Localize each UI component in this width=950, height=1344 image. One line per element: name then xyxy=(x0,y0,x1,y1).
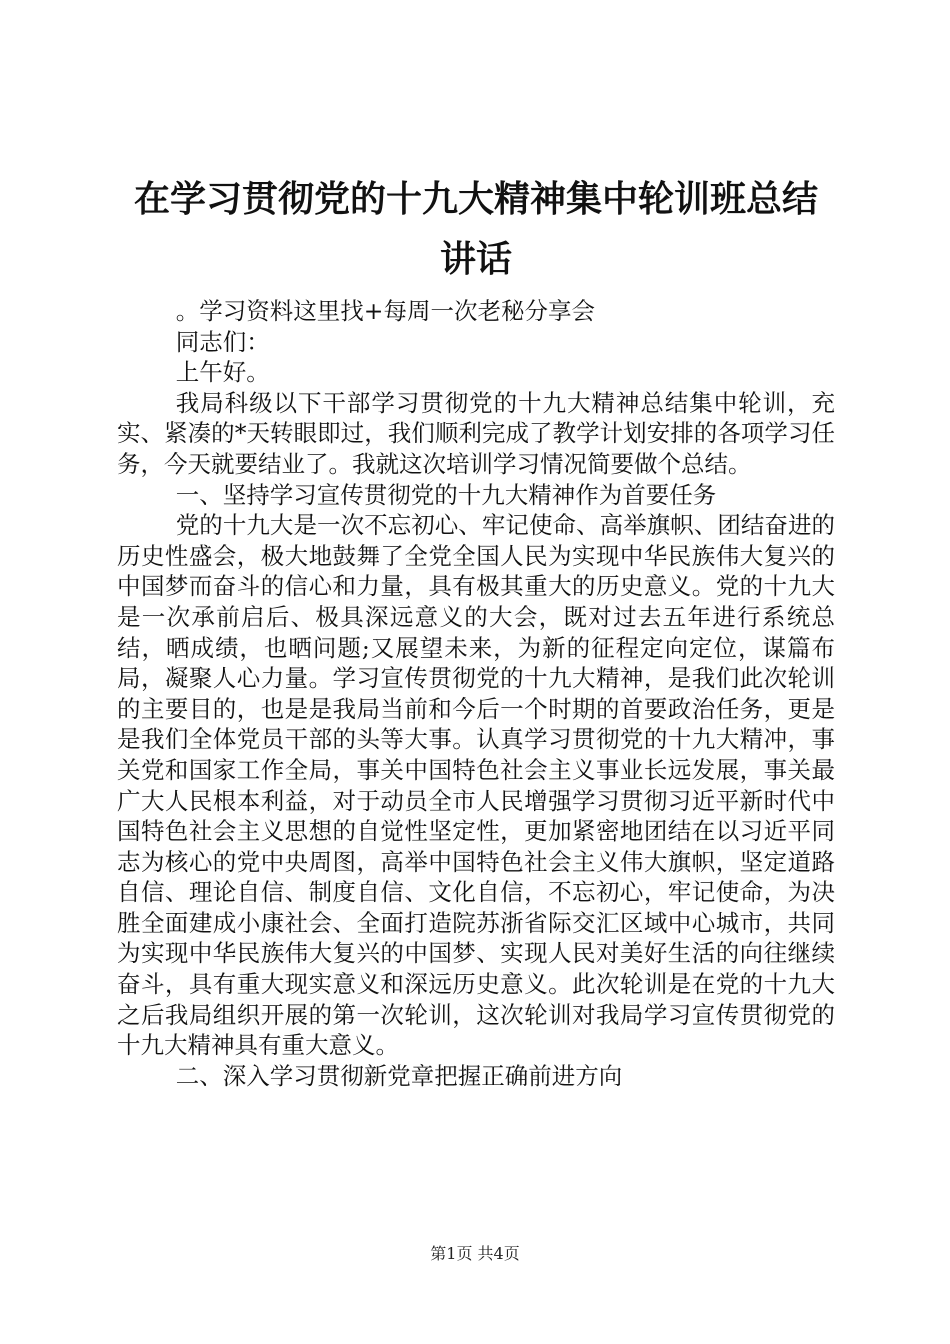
paragraph-salutation: 同志们： xyxy=(175,327,270,356)
document-body xyxy=(117,296,835,1091)
document-title: 在学习贯彻党的十九大精神集中轮训班总结讲话 xyxy=(133,179,818,280)
paragraph-section-1: 党的十九大是一次不忘初心、牢记使命、高举旗帜、团结奋进的历史性盛会，极大地鼓舞了全党全国人民为实现中华民族伟大复兴的中国梦而奋斗的信心和力量，具有极其重大的历史意义。党的十九大是一次承前启后、极具深远意义的大会，既对过去五年进行系统总结，晒成绩，也晒问题;又展望未来，为新的征程定向定位，谋篇布局，凝聚人心力量。学习宣传贯彻党的十九大精神，是我们此次轮训的主要目的，也是是我局当前和今后一个时期的首要政治任务，更是是我们全体党员干部的头等大事。认真学习贯彻党的十九大精冲，事关党和国家工作全局，事关中国特色社会主义事业长远发展，事关最广大人民根本利益，对于动员全市人民增强学习贯彻习近平新时代中国特色社会主义思想的自觉性坚定性，更加紧密地团结在以习近平同志为核心的党中央周图，高举中国特色社会主义伟大旗帜，坚定道路自信、理论自信、制度自信、文化自信，不忘初心，牢记使命，为决胜全面建成小康社会、全面打造院苏浙省际交汇区域中心城市，共同为实现中华民族伟大复兴的中国梦、实现人民对美好生活的向往继续奋斗，具有重大现实意义和深远历史意义。此次轮训是在党的十九大之后我局组织开展的第一次轮训，这次轮训对我局学习宣传贯彻党的十九大精神具有重大意义。 xyxy=(117,511,835,1060)
section-heading-2: 二、深入学习贯彻新党章把握正确前进方向 xyxy=(175,1061,623,1090)
section-heading-1: 一、坚持学习宣传贯彻党的十九大精神作为首要任务 xyxy=(175,480,717,509)
paragraph-greeting: 上午好。 xyxy=(175,358,270,387)
paragraph-intro: 我局科级以下干部学习贯彻党的十九大精神总结集中轮训，充实、紧凑的*天转眼即过，我们顺利完成了教学计划安排的各项学习任务，今天就要结业了。我就这次培训学习情况简要做个总结。 xyxy=(117,388,835,478)
paragraph-1: 。学习资料这里找+每周一次老秘分享会 xyxy=(175,297,595,325)
page-number: 第1页 共4页 xyxy=(430,1244,520,1263)
